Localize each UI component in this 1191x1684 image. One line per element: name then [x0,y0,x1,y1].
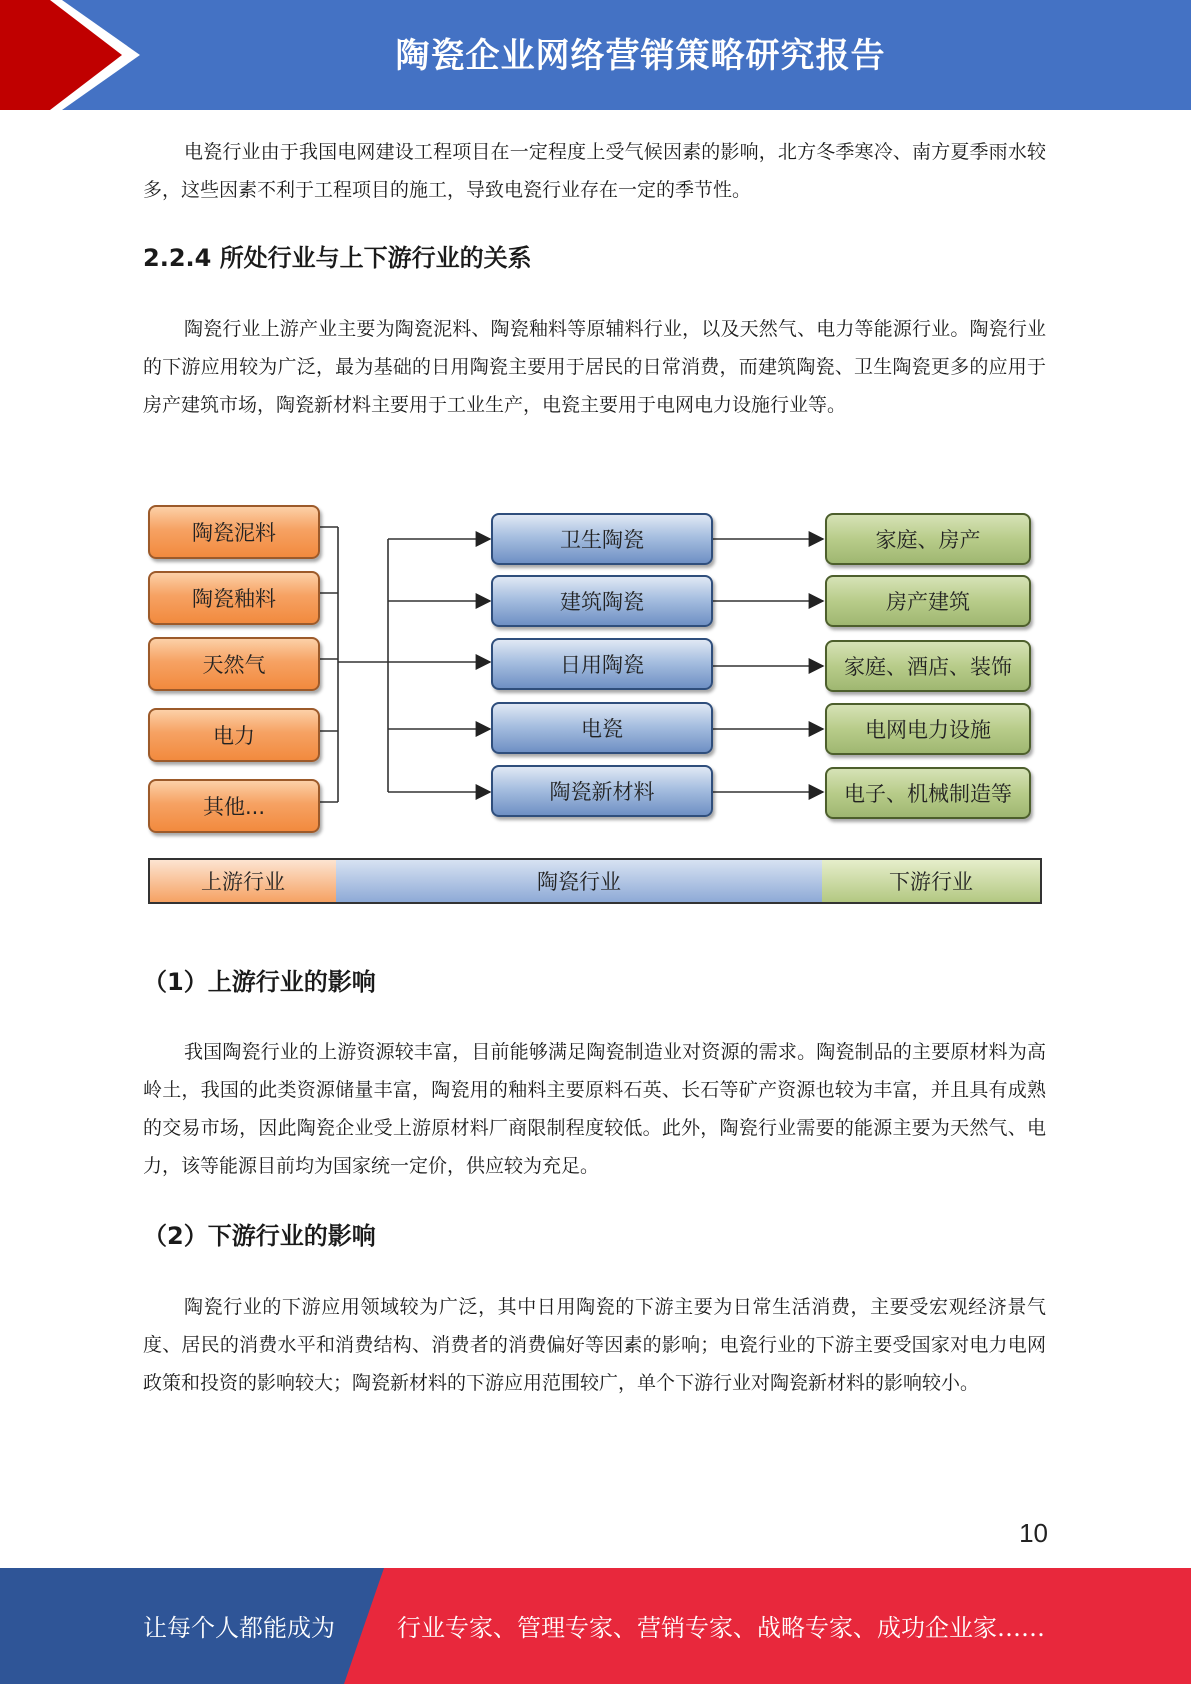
upstream-box-5: 其他... [148,779,320,833]
upstream-box-2: 陶瓷釉料 [148,571,320,625]
ceramic-box-5: 陶瓷新材料 [491,765,713,817]
downstream-box-4: 电网电力设施 [825,703,1031,755]
downstream-impact-heading: （2）下游行业的影响 [143,1222,376,1250]
footer-slogan-right: 行业专家、管理专家、营销专家、战略专家、成功企业家…… [397,1614,1045,1642]
paragraph-downstream-impact: 陶瓷行业的下游应用领域较为广泛，其中日用陶瓷的下游主要为日常生活消费，主要受宏观经济景气度、居民的消费水平和消费结构、消费者的消费偏好等因素的影响；电瓷行业的下游主要受国家对电力电网政策和投资的影响较大；陶瓷新材料的下游应用范围较广，单个下游行业对陶瓷新材料的影响较小。 [143,1296,1046,1394]
industry-chain-diagram [140,500,1050,920]
downstream-box-5: 电子、机械制造等 [825,767,1031,819]
page-number: 10 [1019,1518,1048,1548]
band-downstream: 下游行业 [822,858,1042,904]
band-upstream: 上游行业 [148,858,338,904]
upstream-box-3: 天然气 [148,637,320,691]
ceramic-box-4: 电瓷 [491,702,713,754]
section-heading: 2.2.4 所处行业与上下游行业的关系 [143,244,532,272]
band-ceramic: 陶瓷行业 [336,858,824,904]
ceramic-box-1: 卫生陶瓷 [491,513,713,565]
downstream-box-3: 家庭、酒店、装饰 [825,640,1031,692]
upstream-impact-heading: （1）上游行业的影响 [143,968,376,996]
page-header [0,0,1191,110]
page-footer [0,1568,1191,1684]
footer-slogan-left: 让每个人都能成为 [143,1614,335,1642]
upstream-box-1: 陶瓷泥料 [148,505,320,559]
ceramic-box-2: 建筑陶瓷 [491,575,713,627]
report-title: 陶瓷企业网络营销策略研究报告 [395,36,886,76]
paragraph-industry-chain: 陶瓷行业上游产业主要为陶瓷泥料、陶瓷釉料等原辅料行业，以及天然气、电力等能源行业。陶瓷行业的下游应用较为广泛，最为基础的日用陶瓷主要用于居民的日常消费，而建筑陶瓷、卫生陶瓷更多的应用于房产建筑市场，陶瓷新材料主要用于工业生产，电瓷主要用于电网电力设施行业等。 [143,318,1046,416]
ceramic-box-3: 日用陶瓷 [491,638,713,690]
upstream-box-4: 电力 [148,708,320,762]
paragraph-upstream-impact: 我国陶瓷行业的上游资源较丰富，目前能够满足陶瓷制造业对资源的需求。陶瓷制品的主要原材料为高岭土，我国的此类资源储量丰富，陶瓷用的釉料主要原料石英、长石等矿产资源也较为丰富，并且具有成熟的交易市场，因此陶瓷企业受上游原材料厂商限制程度较低。此外，陶瓷行业需要的能源主要为天然气、电力，该等能源目前均为国家统一定价，供应较为充足。 [143,1041,1046,1177]
paragraph-electric-porcelain-seasonality: 电瓷行业由于我国电网建设工程项目在一定程度上受气候因素的影响，北方冬季寒冷、南方夏季雨水较多，这些因素不利于工程项目的施工，导致电瓷行业存在一定的季节性。 [143,141,1046,201]
downstream-box-1: 家庭、房产 [825,513,1031,565]
downstream-box-2: 房产建筑 [825,575,1031,627]
